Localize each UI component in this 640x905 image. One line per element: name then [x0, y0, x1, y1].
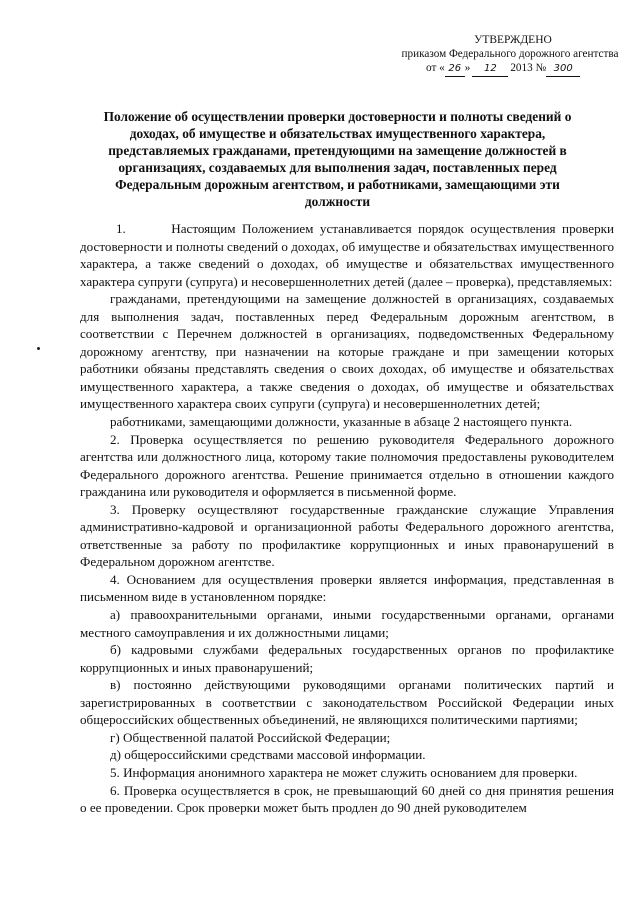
paragraph-4a: а) правоохранительными органами, иными государственными органами, органами местного самоуправления и их должностными лицами;	[80, 607, 614, 640]
paragraph-6: 6. Проверка осуществляется в срок, не превышающий 60 дней со дня принятия решения о ее проведении. Срок проверки может быть продлен до 90 дней руководителем	[80, 782, 614, 816]
paragraph-4d: г) Общественной палатой Российской Федерации;	[110, 729, 391, 745]
paragraph-4: 4. Основанием для осуществления проверки является информация, представленная в письменном виде в установленном порядке:	[80, 571, 614, 605]
approval-stamp	[390, 33, 630, 77]
paragraph-4c: в) постоянно действующими руководящими органами политических партий и зарегистрированных в соответствии с законодательством Российской Федерации иных общероссийских общественных объединений, не являющихся политическими партиями;	[80, 677, 614, 728]
date-year: 2013 №	[510, 62, 547, 74]
paragraph-4e: д) общероссийскими средствами массовой информации.	[110, 747, 426, 763]
paragraph-4b: б) кадровыми службами федеральных государственных органов по профилактике коррупционных и иных правонарушений;	[80, 642, 614, 675]
paragraph-2: 2. Проверка осуществляется по решению руководителя Федерального дорожного агентства или должностного лица, которому такие полномочия предоставлены руководителем Федерального дорожного агентства. Решение принимается отдельно в отношении каждого гражданина или руководителя и оформляется в письменной форме.	[80, 431, 614, 500]
handwritten-month: 12	[472, 62, 508, 77]
paragraph-5: 5. Информация анонимного характера не может служить основанием для проверки.	[110, 764, 578, 780]
paragraph-3: 3. Проверку осуществляют государственные гражданские служащие Управления административно-кадровой и организационной работы Федерального дорожного агентства, ответственные за работу по профилактике коррупционных и иных правонарушений в Федеральном дорожном агентстве.	[80, 501, 614, 570]
handwritten-day: 26	[445, 62, 465, 77]
margin-dot	[37, 347, 40, 350]
document-body	[80, 220, 614, 817]
paragraph-1: 1. Настоящим Положением устанавливается порядок осуществления проверки достоверности и полноты сведений о доходах, об имуществе и обязательствах имущественного характера, а также сведений о доходах, об имуществе и обязательствах имущественного характера супруги (супруга) и несовершеннолетних детей (далее – проверка), представляемых:	[80, 221, 614, 289]
date-quote-close: »	[464, 62, 471, 74]
approval-date-line	[390, 61, 630, 77]
paragraph-employees: работниками, замещающими должности, указанные в абзаце 2 настоящего пункта.	[110, 414, 573, 430]
approval-order-line: приказом Федерального дорожного агентства	[401, 48, 619, 60]
date-prefix: от «	[426, 62, 445, 74]
handwritten-order-number: 300	[546, 62, 580, 77]
paragraph-citizens: гражданами, претендующими на замещение должностей в организациях, создаваемых для выполнения задач, поставленных перед Федеральным дорожным агентством, в соответствии с Перечнем должностей в организациях, подведомственных Федеральному дорожному агентству, при назначении на которые граждане и при замещении которых работники обязаны представлять сведения о своих доходах, об имуществе и обязательствах имущественного характера, а также сведения о доходах, об имуществе и обязательствах имущественного характера своих супруги (супруга) и несовершеннолетних детей;	[80, 291, 614, 412]
document-title: Положение об осуществлении проверки достоверности и полноты сведений о доходах, об имуществе и обязательствах имущественного характера, представляемых гражданами, претендующими на замещение должностей в организациях, создаваемых для выполнения задач, поставленных перед Федеральным дорожным агентством, и работниками, замещающими эти должности	[103, 109, 572, 209]
approval-word: УТВЕРЖДЕНО	[474, 34, 552, 46]
